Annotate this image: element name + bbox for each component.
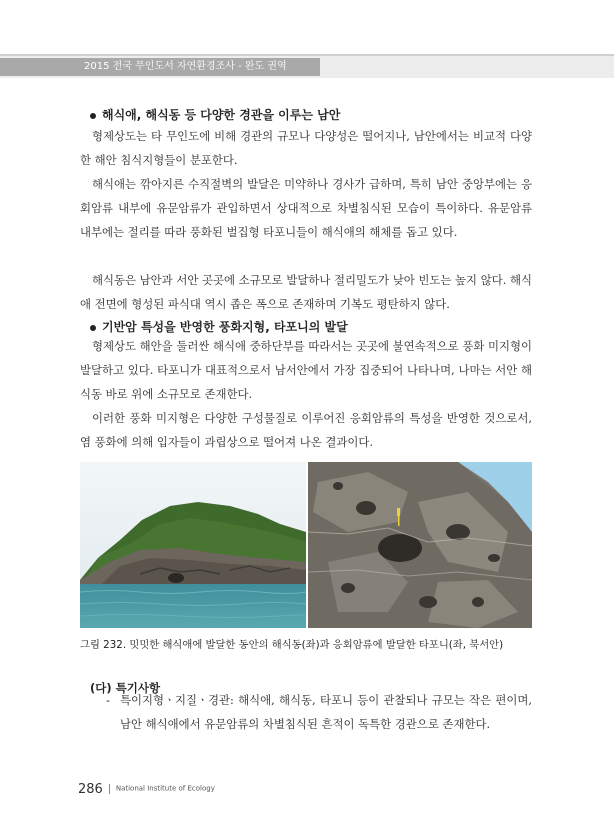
section-heading-2 — [90, 318, 348, 335]
section-heading-1-text: 해식애, 해식동 등 다양한 경관을 이루는 남안 — [102, 108, 341, 122]
section-heading-1 — [90, 106, 340, 123]
special-note-item: 특이지형ㆍ지질ㆍ경관: 해식애, 해식동, 타포니 등이 관찰되나 규모는 작은 편이며, 남안 해식애에서 유문암류의 차별침식된 흔적이 독특한 경관으로 존재한다. — [120, 693, 532, 731]
special-notes-heading: (다) 특기사항 — [90, 681, 161, 695]
list-dash: - — [106, 693, 110, 707]
photo-tafoni — [308, 462, 532, 628]
figure-caption: 그림 232. 밋밋한 해식애에 발달한 동안의 해식동(좌)과 응회암류에 발달한 타포니(좌, 북서안) — [80, 639, 504, 651]
paragraph: 해식동은 남안과 서안 곳곳에 소규모로 발달하나 절리밀도가 낮아 빈도는 높지 않다. 해식애 전면에 형성된 파식대 역시 좁은 폭으로 존재하며 기복도 평탄하지 않다. — [80, 273, 532, 311]
section-heading-2-text: 기반암 특성을 반영한 풍화지형, 타포니의 발달 — [102, 320, 348, 334]
footer-institute: National Institute of Ecology — [115, 784, 215, 793]
photo-sea-cliff — [80, 462, 306, 628]
footer-divider — [109, 784, 110, 794]
bullet-icon — [90, 325, 96, 331]
running-header: 2015 전국 무인도서 자연환경조사 - 완도 권역 — [0, 58, 320, 76]
page-number: 286 — [78, 782, 103, 797]
paragraph: 이러한 풍화 미지형은 다양한 구성물질로 이루어진 응회암류의 특성을 반영한 것으로서, 염 풍화에 의해 입자들이 과립상으로 떨어져 나온 결과이다. — [80, 411, 532, 449]
page-footer — [78, 778, 215, 797]
paragraph: 해식애는 깎아지른 수직절벽의 발달은 미약하나 경사가 급하며, 특히 남안 중앙부에는 응회암류 내부에 유문암류가 관입하면서 상대적으로 차별침식된 모습이 특이하다. 유문암류 내부에는 절리를 따라 풍화된 벌집형 타포니들이 해식애의 해체를 돕고 있다. — [80, 177, 532, 239]
bullet-icon — [90, 113, 96, 119]
paragraph: 형제상도 해안을 둘러싼 해식애 중하단부를 따라서는 곳곳에 불연속적으로 풍화 미지형이 발달하고 있다. 타포니가 대표적으로서 남서안에서 가장 집중되어 나타나며, 나마는 서안 해식동 바로 위에 소규모로 존재한다. — [80, 339, 532, 401]
paragraph: 형제상도는 타 무인도에 비해 경관의 규모나 다양성은 떨어지나, 남안에서는 비교적 다양한 해안 침식지형들이 분포한다. — [80, 129, 532, 167]
